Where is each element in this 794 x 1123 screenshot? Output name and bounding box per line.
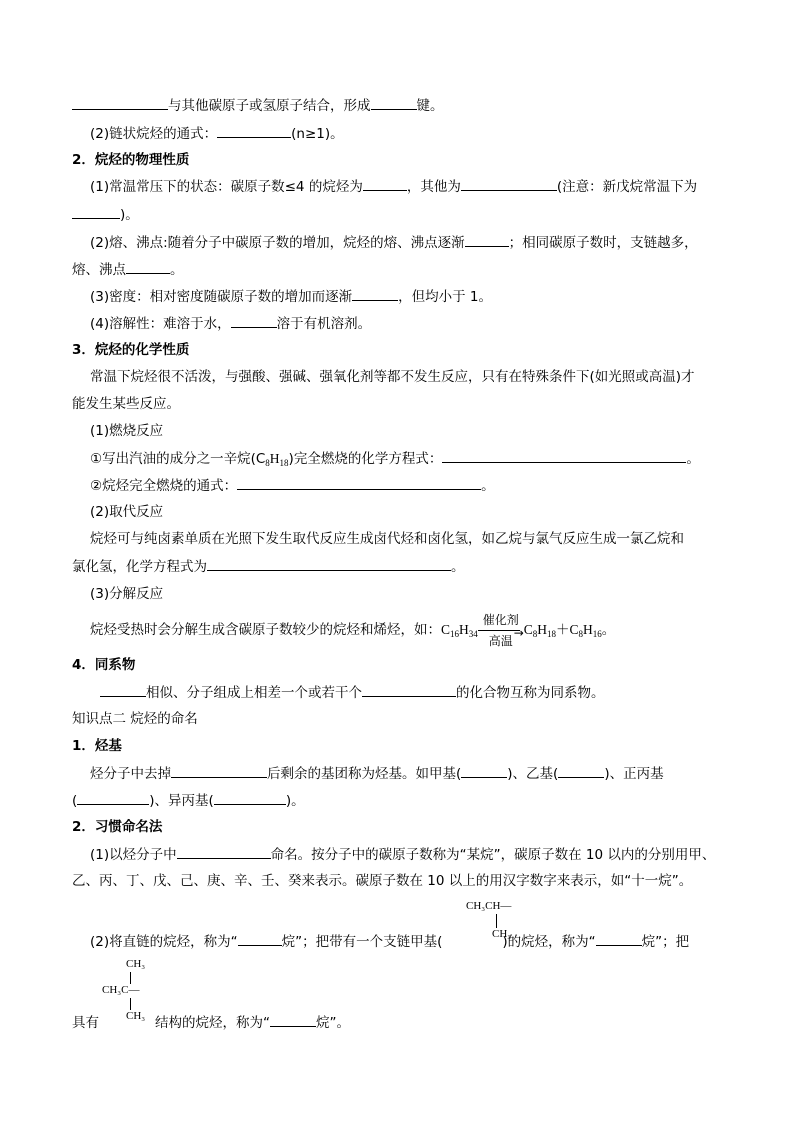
text: 。 — [451, 559, 465, 575]
text: (1)以烃分子中 — [90, 847, 177, 863]
text-line — [90, 475, 495, 496]
text: 烷烃受热时会分解生成含碳原子数较少的烷烃和烯烃，如： — [90, 622, 441, 638]
answer-blank[interactable] — [238, 931, 282, 946]
answer-blank[interactable] — [126, 259, 170, 274]
text: )。 — [285, 793, 305, 809]
formula: $C_{16}H_{34}$ — [441, 622, 478, 639]
subheading: (2)取代反应 — [90, 504, 164, 520]
text-line: 常温下烷烃很不活泼，与强酸、强碱、强氧化剂等都不发生反应，只有在特殊条件下(如光照或高温)才 — [90, 369, 695, 385]
text-line — [90, 844, 715, 865]
text: 结构的烷烃，称为“ — [155, 1015, 270, 1031]
text: ，但均小于 1。 — [398, 289, 493, 305]
text: (n≥1)。 — [291, 126, 344, 142]
text: ①写出汽油的成分之一辛烷(C — [90, 451, 266, 467]
answer-blank[interactable] — [465, 232, 509, 247]
text: )。 — [120, 207, 139, 223]
answer-blank[interactable] — [442, 448, 686, 463]
text: 烷”。 — [316, 1015, 350, 1031]
text-line — [90, 313, 371, 334]
answer-blank[interactable] — [231, 313, 277, 328]
answer-blank[interactable] — [100, 682, 146, 697]
answer-blank[interactable] — [363, 176, 407, 191]
text: 相似、分子组成上相差一个或若干个 — [146, 685, 362, 701]
text: ，其他为 — [406, 179, 461, 195]
text: 的化合物互称为同系物。 — [456, 685, 605, 701]
text-line — [100, 682, 605, 703]
text: 与其他碳原子或氢原子结合，形成 — [168, 98, 371, 114]
text: )、乙基( — [507, 766, 559, 782]
text: (2)熔、沸点:随着分子中碳原子数的增加，烷烃的熔、沸点逐渐 — [90, 235, 465, 251]
answer-blank[interactable] — [596, 931, 642, 946]
answer-blank[interactable] — [371, 95, 417, 110]
answer-blank[interactable] — [217, 123, 291, 138]
text: ②烷烃完全燃烧的通式： — [90, 478, 238, 494]
text: 后剩余的基团称为烃基。如甲基( — [267, 766, 462, 782]
answer-blank[interactable] — [214, 790, 286, 805]
text-line: 乙、丙、丁、戊、己、庚、辛、壬、癸来表示。碳原子数在 10 以上的用汉字数字来表示，如“十一烷”。 — [72, 873, 693, 889]
text-line — [90, 123, 344, 144]
text-line — [72, 1012, 350, 1033]
text: 具有 — [72, 1015, 99, 1031]
answer-blank[interactable] — [270, 1012, 316, 1027]
text-line — [90, 232, 698, 253]
answer-blank[interactable] — [177, 844, 271, 859]
condition-label: 高温 — [488, 634, 513, 648]
text-line — [72, 95, 444, 116]
text-line — [72, 556, 465, 577]
text-line: 能发生某些反应。 — [72, 396, 180, 412]
text-line — [72, 204, 139, 225]
text: ；相同碳原子数时，支链越多， — [508, 235, 698, 251]
text-line — [72, 790, 305, 811]
answer-blank[interactable] — [77, 790, 149, 805]
text: H — [269, 451, 280, 466]
formula: $C_8H_{18}+C_8H_{16}$ — [523, 622, 602, 639]
text: )、异丙基( — [149, 793, 214, 809]
text: 命名。按分子中的碳原子数称为“某烷”，碳原子数在 10 以内的分别用甲、 — [270, 847, 716, 863]
section-heading: 3．烷烃的化学性质 — [72, 342, 190, 358]
subscript: 18 — [279, 458, 289, 468]
text: )的烷烃，称为“ — [502, 934, 596, 950]
text: (1)常温常压下的状态：碳原子数≤4 的烷烃为 — [90, 179, 363, 195]
text-line — [90, 613, 616, 648]
text: (注意：新戊烷常温下为 — [556, 179, 698, 195]
text: 键。 — [416, 98, 444, 114]
text: 氯化氢，化学方程式为 — [72, 559, 207, 575]
structural-formula: CH₃CH— CH₃ — [466, 900, 512, 940]
text-line — [90, 763, 664, 784]
text: 烷”；把 — [641, 934, 690, 950]
subheading: (1)燃烧反应 — [90, 423, 164, 439]
text: 烃分子中去掉 — [90, 766, 171, 782]
structural-formula: CH₃ CH₃C— CH₃ — [102, 958, 146, 1022]
answer-blank[interactable] — [352, 286, 398, 301]
section-heading: 2．烷烃的物理性质 — [72, 152, 190, 168]
text: )完全燃烧的化学方程式： — [288, 451, 443, 467]
text-line — [90, 931, 689, 952]
text: (4)溶解性：难溶于水， — [90, 316, 231, 332]
answer-blank[interactable] — [171, 763, 267, 778]
text: 。 — [601, 622, 616, 638]
text-line: 烷烃可与纯卤素单质在光照下发生取代反应生成卤代烃和卤化氢，如乙烷与氯气反应生成一氯乙烷和 — [90, 531, 684, 547]
answer-blank[interactable] — [461, 176, 557, 191]
section-heading: 1．烃基 — [72, 738, 122, 754]
text: 熔、沸点 — [72, 262, 126, 278]
text: 。 — [170, 262, 184, 278]
section-heading: 2．习惯命名法 — [72, 819, 163, 835]
answer-blank[interactable] — [72, 204, 120, 219]
section-heading: 知识点二 烷烃的命名 — [72, 711, 198, 727]
answer-blank[interactable] — [207, 556, 451, 571]
text: 。 — [481, 478, 495, 494]
text: 。 — [686, 451, 700, 467]
answer-blank[interactable] — [237, 475, 481, 490]
answer-blank[interactable] — [72, 95, 168, 110]
text: (2)链状烷烃的通式： — [90, 126, 218, 142]
text-line — [72, 259, 184, 280]
subheading: (3)分解反应 — [90, 586, 164, 602]
text: (3)密度：相对密度随碳原子数的增加而逐渐 — [90, 289, 353, 305]
reaction-arrow: 催化剂 → 高温 — [478, 620, 524, 640]
answer-blank[interactable] — [362, 682, 456, 697]
text-line — [90, 448, 700, 469]
answer-blank[interactable] — [461, 763, 507, 778]
text-line — [90, 176, 697, 197]
subscript: 8 — [265, 458, 270, 468]
answer-blank[interactable] — [558, 763, 604, 778]
text: 溶于有机溶剂。 — [276, 316, 372, 332]
text: 烷”；把带有一个支链甲基( — [281, 934, 443, 950]
section-heading: 4．同系物 — [72, 657, 136, 673]
condition-label: 催化剂 — [482, 613, 519, 627]
text-line — [90, 286, 492, 307]
text: (2)将直链的烷烃，称为“ — [90, 934, 238, 950]
text: )、正丙基 — [604, 766, 664, 782]
text: ( — [72, 793, 78, 809]
